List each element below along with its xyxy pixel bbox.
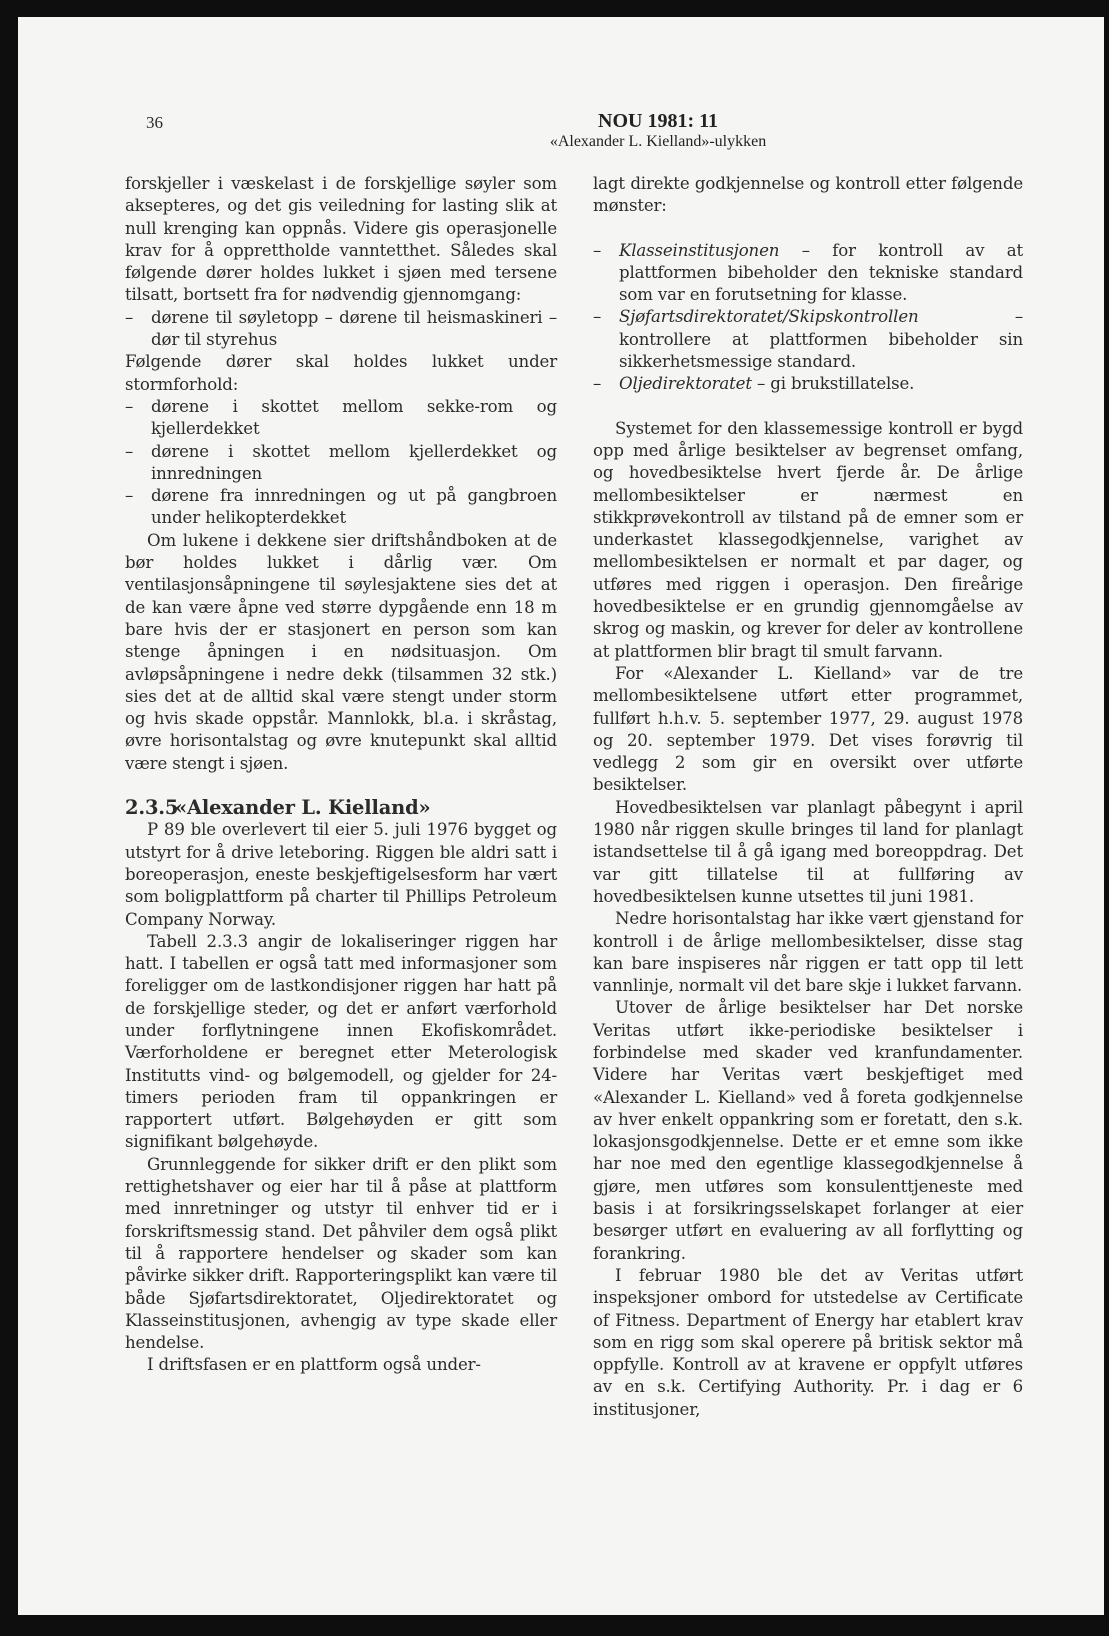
paragraph: P 89 ble overlevert til eier 5. juli 1976 bygget og utstyrt for å drive leteboring. Riggen ble aldri satt i boreoperasjon, eneste beskjeftigelsesform har vært som boligplattform på charter til Phillips Petroleum Company Norway.	[125, 820, 557, 929]
paragraph: Tabell 2.3.3 angir de lokaliseringer riggen har hatt. I tabellen er også tatt med informasjoner som foreligger om de lastkondisjoner riggen har hatt på de forskjellige steder, og det er anført værforhold under forflytningene innen Ekofiskområdet. Værforholdene er beregnet etter Meterologisk Institutts vind- og bølgemodell, og gjelder for 24-timers perioden fram til oppankringen er rapportert utført. Bølgehøyden er gitt som signifikant bølgehøyde.	[125, 931, 557, 1152]
list-item-text: dørene i skottet mellom sekke-rom og kjellerdekket	[151, 396, 557, 439]
list-item-term: Oljedirektoratet	[619, 374, 752, 394]
list-item	[125, 396, 557, 441]
dash-bullet: –	[125, 441, 134, 461]
list-item-text: – for kontroll av at plattformen bibeholder den tekniske standard som var en forutsetning for klasse.	[619, 240, 1023, 305]
section-heading	[125, 797, 557, 819]
list-item-text: dørene til søyletopp – dørene til heismaskineri – dør til styrehus	[151, 307, 557, 350]
paragraph: Systemet for den klassemessige kontroll er bygd opp med årlige besiktelser av begrenset omfang, og hovedbesiktelse hvert fjerde år. De årlige mellombesiktelser er nærmest en stikkprøvekontroll av tilstand på de emner som er underkastet klassegodkjennelse, varighet av mellombesiktelsen er normalt et par dager, og utføres med riggen i operasjon. Den fireårige hovedbesiktelse er en grundig gjennomgåelse av skrog og maskin, og krever for deler av kontrollene at plattformen blir bragt til smult farvann.	[593, 418, 1023, 661]
dash-bullet: –	[125, 307, 134, 327]
list-item	[125, 307, 557, 352]
paragraph: forskjeller i væskelast i de forskjellige søyler som aksepteres, og det gis veiledning for lasting slik at null krenging kan oppnås. Videre gis operasjonelle krav for å opprettholde vanntetthet. Således skal følgende dører holdes lukket i sjøen med tersene tilsatt, bortsett fra for nødvendig gjennomgang:	[125, 174, 557, 305]
list-item-text: – kontrollere at plattformen bibeholder sin sikkerhetsmessige standard.	[619, 307, 1023, 372]
running-header	[458, 109, 858, 151]
paragraph: Nedre horisontalstag har ikke vært gjenstand for kontroll i de årlige mellombesiktelser, disse stag kan bare inspiseres når riggen er tatt opp til lett vannlinje, normalt vil det bare skje i lukket farvann.	[593, 909, 1023, 996]
list-item	[593, 373, 1023, 395]
list-item-text: dørene fra innredningen og ut på gangbroen under helikopterdekket	[151, 486, 557, 528]
list-item-term: Sjøfartsdirektoratet/Skipskontrollen	[619, 307, 919, 327]
page-number: 36	[146, 113, 163, 132]
list-item	[593, 240, 1023, 307]
right-column	[593, 173, 1023, 1421]
paragraph: I februar 1980 ble det av Veritas utført inspeksjoner ombord for utstedelse av Certificate of Fitness. Department of Energy har etablert krav som en rigg som skal operere på britisk sektor må oppfylle. Kontroll av at kravene er oppfylt utføres av en s.k. Certifying Authority. Pr. i dag er 6 institusjoner,	[593, 1265, 1023, 1419]
list-item	[125, 441, 557, 486]
dash-bullet: –	[125, 396, 134, 416]
dash-bullet: –	[593, 307, 602, 327]
dash-bullet: –	[593, 240, 602, 260]
list-item-text: dørene i skottet mellom kjellerdekket og innredningen	[151, 441, 557, 483]
paragraph: I driftsfasen er en plattform også under-	[147, 1355, 481, 1375]
paragraph: lagt direkte godkjennelse og kontroll etter følgende mønster:	[593, 174, 1023, 216]
list-item	[593, 306, 1023, 373]
paragraph: Grunnleggende for sikker drift er den plikt som rettighetshaver og eier har til å påse at plattform med innretninger og utstyr til enhver tid er i forskriftsmessig stand. Det påhviler dem også plikt til å rapportere hendelser og skader som kan påvirke sikker drift. Rapporteringsplikt kan være til både Sjøfartsdirektoratet, Oljedirektoratet og Klasseinstitusjonen, avhengig av type skade eller hendelse.	[125, 1154, 557, 1353]
left-column	[125, 173, 557, 1377]
paragraph: Om lukene i dekkene sier driftshåndboken at de bør holdes lukket i dårlig vær. Om ventilasjonsåpningene til søylesjaktene sies det at de kan være åpne ved større dypgående enn 18 m bare hvis der er stasjonert en person som kan stenge åpningen i en nødsituasjon. Om avløpsåpningene i nedre dekk (tilsammen 32 stk.) sies det at de alltid skal være stengt under storm og hvis skade oppstår. Mannlokk, bl.a. i skråstag, øvre horisontalstag og øvre knutepunkt skal alltid være stengt i sjøen.	[125, 530, 557, 773]
section-title: «Alexander L. Kielland»	[175, 796, 431, 820]
section-number: 2.3.5	[125, 796, 179, 820]
paragraph: For «Alexander L. Kielland» var de tre mellombesiktelsene utført etter programmet, fullført h.h.v. 5. september 1977, 29. august 1978 og 20. september 1979. Det vises forøvrig til vedlegg 2 som gir en oversikt over utførte besiktelser.	[593, 663, 1023, 795]
paragraph: Følgende dører skal holdes lukket under stormforhold:	[125, 352, 557, 394]
list-item	[125, 485, 557, 530]
dash-bullet: –	[125, 486, 134, 506]
list-item-term: Klasseinstitusjonen	[619, 240, 780, 260]
document-title: NOU 1981: 11	[598, 110, 718, 132]
document-subtitle: «Alexander L. Kielland»-ulykken	[549, 133, 767, 150]
list-item-text: – gi brukstillatelse.	[751, 374, 915, 394]
dash-bullet: –	[593, 374, 602, 394]
paragraph: Hovedbesiktelsen var planlagt påbegynt i april 1980 når riggen skulle bringes til land for planlagt istandsettelse til å gå igang med boreoppdrag. Det var gitt tillatelse til at fullføring av hovedbesiktelsen kunne utsettes til juni 1981.	[593, 797, 1023, 906]
paragraph: Utover de årlige besiktelser har Det norske Veritas utført ikke-periodiske besiktelser i forbindelse med skader ved kranfundamenter. Videre har Veritas vært beskjeftiget med «Alexander L. Kielland» ved å foreta godkjennelse av hver enkelt oppankring som er foretatt, den s.k. lokasjonsgodkjennelse. Dette er et emne som ikke har noe med den egentlige klassegodkjennelse å gjøre, men utføres som konsulenttjeneste med basis i at forsikringsselskapet forlanger at eier besørger utført en evaluering av all forflytting og forankring.	[593, 998, 1023, 1263]
